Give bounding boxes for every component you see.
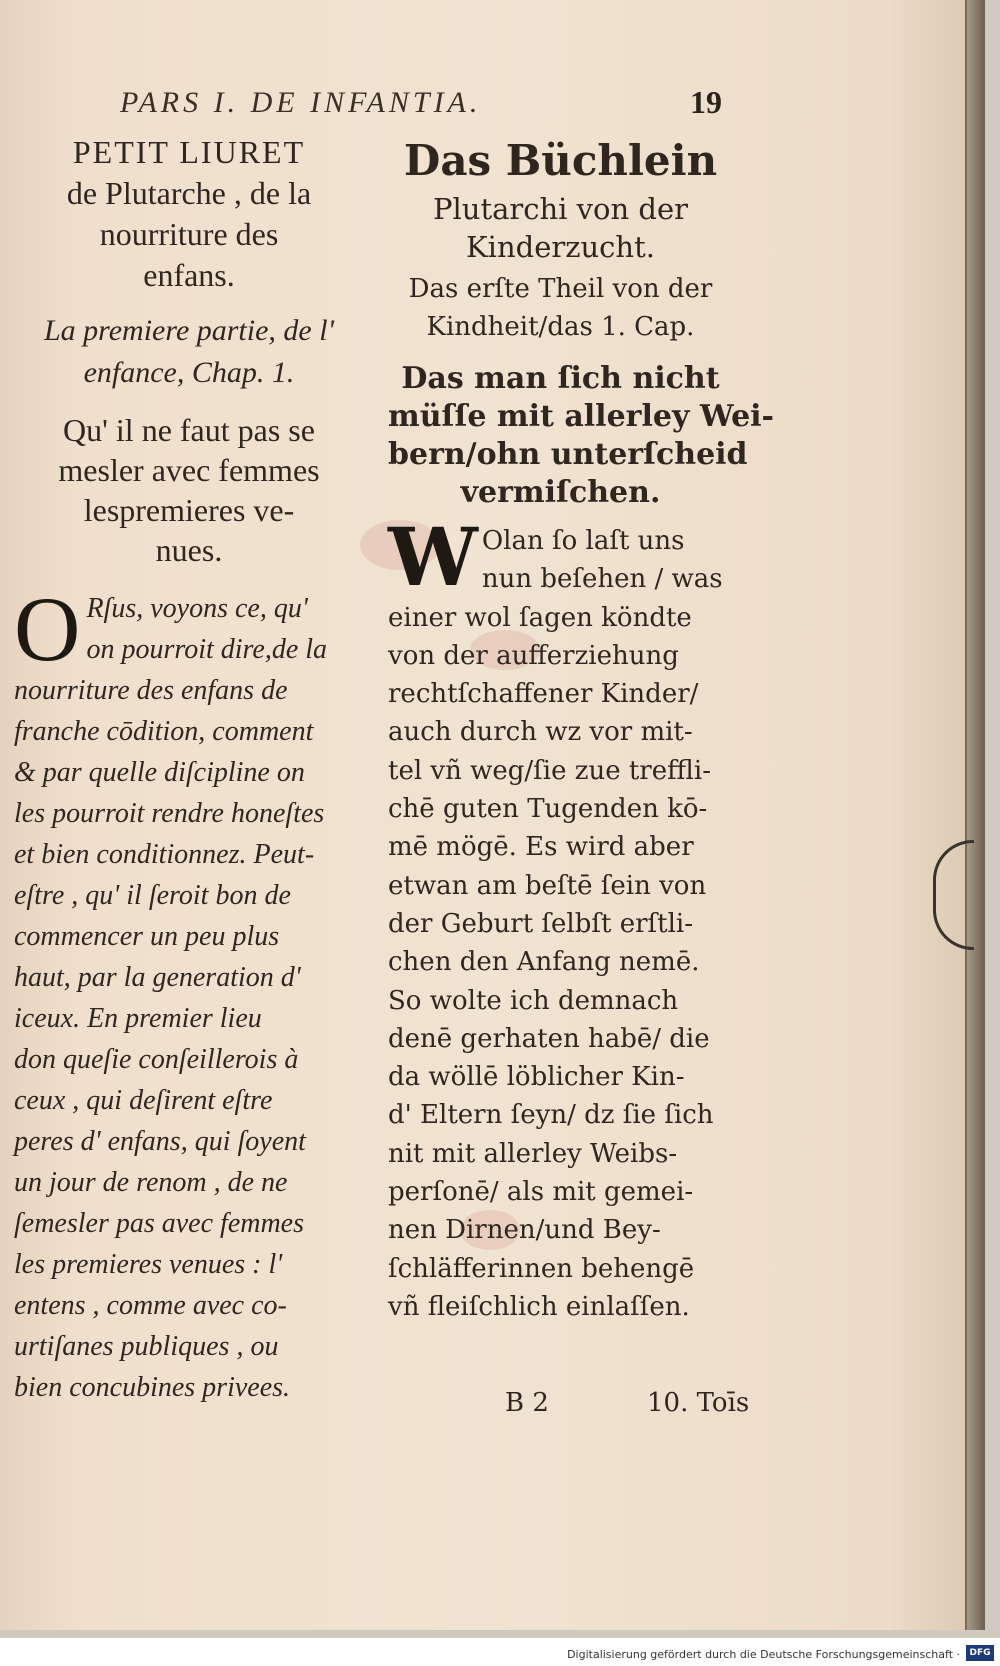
german-body-line: nen Dirnen/und Bey- <box>388 1215 661 1246</box>
french-body-line: & par quelle diſcipline on <box>14 757 305 788</box>
french-part-line: enfance, Chap. 1. <box>83 356 295 389</box>
french-body-line: commencer un peu plus <box>14 921 280 952</box>
german-body-line: mē mögē. Es wird aber <box>388 832 694 863</box>
french-title-line: enfans. <box>143 257 235 293</box>
french-body-line: ſemesler pas avec femmes <box>14 1208 305 1239</box>
french-chapter-line: nues. <box>155 532 223 568</box>
french-body-line: et bien conditionnez. Peut- <box>14 839 315 870</box>
german-chapter-heading <box>388 360 775 512</box>
german-body-line: Olan ſo laſt uns <box>481 526 685 556</box>
german-subtitle <box>388 190 733 266</box>
french-body-text <box>14 578 364 1408</box>
german-body-line: auch durch wz vor mit- <box>388 717 693 748</box>
french-chapter-line: mesler avec femmes <box>58 452 320 488</box>
german-body-line: nun beſehen / was <box>481 564 723 595</box>
signature-mark: B 2 <box>505 1388 549 1418</box>
german-body-line: So wolte ich demnach <box>388 985 679 1016</box>
french-body-line: nourriture des enfans de <box>14 675 288 706</box>
running-head: PARS I. DE INFANTIA. <box>120 86 482 119</box>
french-chapter-line: Qu' il ne faut pas se <box>63 412 315 448</box>
french-body-line: eſtre , qu' il ſeroit bon de <box>14 880 291 911</box>
french-title-line: PETIT LIURET <box>72 134 306 170</box>
french-body-line: les premieres venues : l' <box>14 1249 283 1280</box>
french-body-line: bien concubines privees. <box>14 1372 291 1403</box>
german-part-heading <box>388 270 733 346</box>
french-part-line: La premiere partie, de l' <box>44 314 334 347</box>
german-body-line: da wöllē löblicher Kin- <box>388 1062 685 1093</box>
german-dropcap: W <box>388 510 478 604</box>
german-part-line: Kindheit/das 1. Cap. <box>426 312 695 342</box>
french-body-line: les pourroit rendre honeſtes <box>14 798 325 829</box>
french-body-line: Rſus, voyons ce, qu' <box>86 593 308 624</box>
french-title <box>14 132 364 296</box>
german-chapter-line: Das man ſich nicht <box>401 361 720 396</box>
german-body-line: tel vñ weg/ſie zue treffli- <box>388 755 711 786</box>
french-body-line: haut, par la generation d' <box>14 962 301 993</box>
german-body-line: chen den Anfang nemē. <box>388 947 700 978</box>
german-chapter-line: vermiſchen. <box>460 475 661 510</box>
dfg-logo: DFG <box>966 1645 994 1661</box>
french-title-line: de Plutarche , de la <box>66 175 312 211</box>
french-chapter-line: lespremieres ve- <box>83 492 295 528</box>
french-body-line: iceux. En premier lieu <box>14 1003 262 1034</box>
german-body-text <box>388 510 733 1326</box>
french-body-line: on pourroit dire,de la <box>86 634 328 665</box>
german-body-line: denē gerhaten habē/ die <box>388 1023 710 1054</box>
french-part-heading <box>14 310 364 394</box>
german-body-line: etwan am beſtē ſein von <box>388 870 707 901</box>
german-column <box>388 136 775 1326</box>
french-body-line: urtiſanes publiques , ou <box>14 1331 279 1362</box>
french-chapter-heading <box>14 410 364 570</box>
catchword: 10. Toīs <box>647 1388 750 1418</box>
french-body-line: un jour de renom , de ne <box>14 1167 288 1198</box>
french-body-line: ceux , qui deſirent eſtre <box>14 1085 273 1116</box>
german-body-line: einer wol ſagen köndte <box>388 602 692 633</box>
german-subtitle-line: Kinderzucht. <box>466 230 655 264</box>
french-body-line: franche cōdition, comment <box>14 716 314 747</box>
german-title: Das Büchlein <box>403 136 718 185</box>
french-body-line: don queſie conſeillerois à <box>14 1044 299 1075</box>
german-body-line: der Geburt ſelbſt erſtli- <box>388 908 694 939</box>
german-subtitle-line: Plutarchi von der <box>432 192 688 226</box>
german-body-line: nit mit allerley Weibs- <box>388 1138 678 1169</box>
german-body-line: ſchläfferinnen behengē <box>388 1253 695 1284</box>
french-body-line: peres d' enfans, qui ſoyent <box>14 1126 306 1157</box>
german-body-line: von der aufferziehung <box>388 640 679 671</box>
german-body-line: perſonē/ als mit gemei- <box>388 1177 694 1208</box>
german-body-line: chē guten Tugenden kō- <box>388 794 708 825</box>
french-dropcap: O <box>14 578 81 680</box>
french-body-line: entens , comme avec co- <box>14 1290 287 1321</box>
german-body-line: d' Eltern ſeyn/ dz ſie ſich <box>388 1100 714 1131</box>
german-chapter-line: müſſe mit allerley Wei- <box>388 399 775 434</box>
german-part-line: Das erſte Theil von der <box>408 274 713 304</box>
french-column <box>14 132 364 1408</box>
german-body-line: vñ fleiſchlich einlaſſen. <box>388 1291 690 1322</box>
german-body-line: rechtſchaffener Kinder/ <box>388 679 699 710</box>
french-title-line: nourriture des <box>99 216 279 252</box>
page-number: 19 <box>690 84 722 120</box>
footer-credit: Digitalisierung gefördert durch die Deutsche Forschungsgemeinschaft · <box>567 1648 960 1661</box>
german-chapter-line: bern/ohn unterſcheid <box>388 437 748 472</box>
